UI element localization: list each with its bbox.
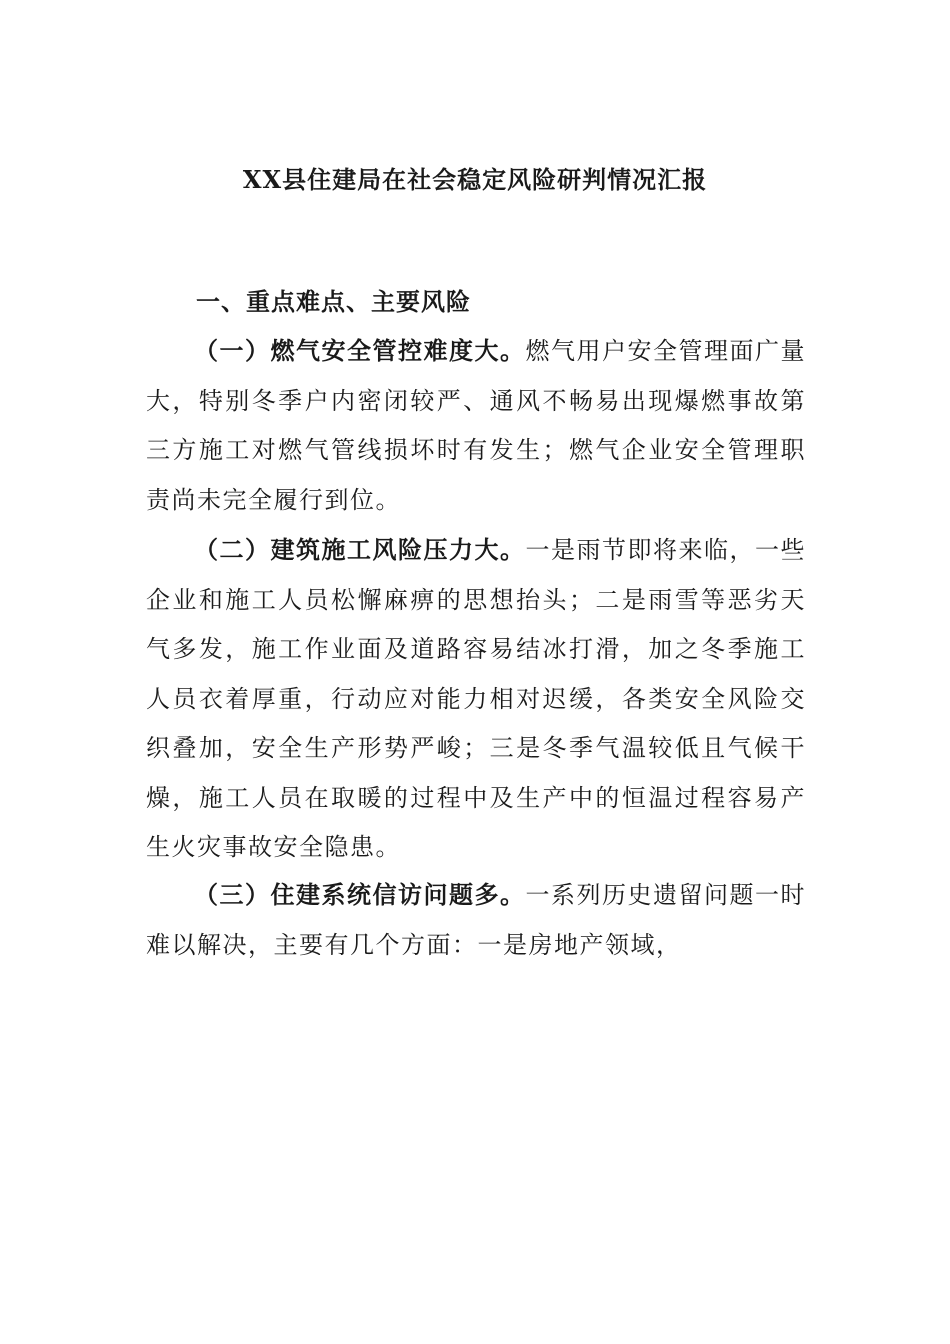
paragraph-lead: （一）燃气安全管控难度大。 (194, 336, 526, 365)
paragraph-body: 一是雨节即将来临，一些企业和施工人员松懈麻痹的思想抬头；二是雨雪等恶劣天气多发，施工作业面及道路容易结冰打滑，加之冬季施工人员衣着厚重，行动应对能力相对迟缓，各类安全风险交织叠加，安全生产形势严峻；三是冬季气温较低且气候干燥，施工人员在取暖的过程中及生产中的恒温过程容易产生火灾事故安全隐患。 (146, 536, 806, 861)
paragraph-gas-safety (146, 326, 806, 525)
paragraph-body: 一系列历史遗留问题一时难以解决，主要有几个方面：一是房地产领域， (146, 881, 806, 959)
paragraph-construction-risk (146, 525, 806, 873)
section-heading: 一、重点难点、主要风险 (196, 287, 471, 316)
paragraph-lead: （三）住建系统信访问题多。 (194, 880, 526, 909)
document-title: XX县住建局在社会稳定风险研判情况汇报 (242, 165, 708, 194)
paragraph-body: 燃气用户安全管理面广量大，特别冬季户内密闭较严、通风不畅易出现爆燃事故第三方施工对燃气管线损坏时有发生；燃气企业安全管理职责尚未完全履行到位。 (146, 337, 806, 514)
paragraph-petition-issues (146, 870, 806, 970)
paragraph-lead: （二）建筑施工风险压力大。 (194, 535, 526, 564)
